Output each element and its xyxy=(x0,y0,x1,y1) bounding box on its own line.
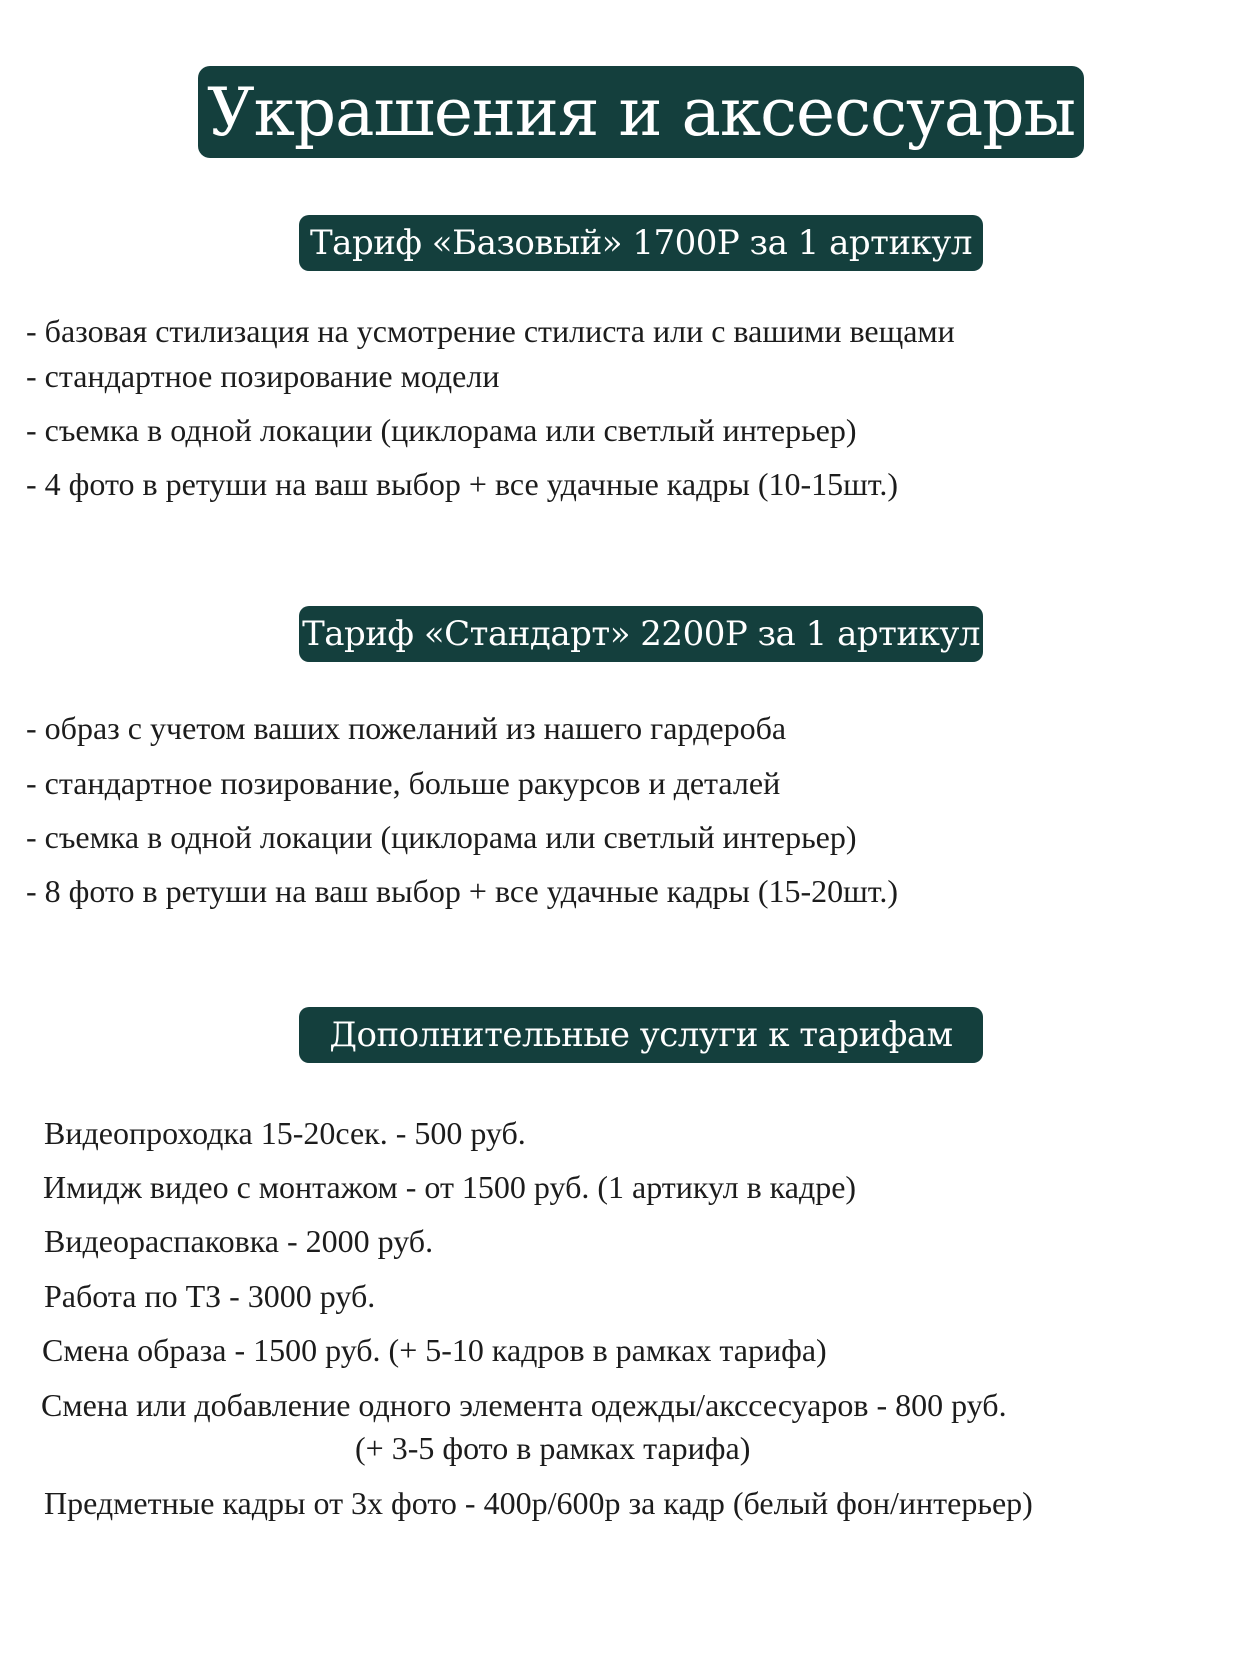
list-item: - образ с учетом ваших пожеланий из нашего гардероба xyxy=(26,710,787,746)
tariff-standard-header: Тариф «Стандарт» 2200Р за 1 артикул xyxy=(299,606,983,662)
list-item: Предметные кадры от 3х фото - 400р/600р за кадр (белый фон/интерьер) xyxy=(44,1485,1033,1521)
list-item: - стандартное позирование, больше ракурсов и деталей xyxy=(26,765,781,801)
tariff-basic-header: Тариф «Базовый» 1700Р за 1 артикул xyxy=(299,215,983,271)
list-item: - базовая стилизация на усмотрение стилиста или с вашими вещами xyxy=(26,313,955,349)
list-item: Работа по ТЗ - 3000 руб. xyxy=(44,1278,376,1314)
list-item-note: (+ 3-5 фото в рамках тарифа) xyxy=(355,1430,751,1466)
list-item: Смена образа - 1500 руб. (+ 5-10 кадров в рамках тарифа) xyxy=(42,1332,827,1368)
list-item: Видеораспаковка - 2000 руб. xyxy=(44,1223,434,1259)
extras-header: Дополнительные услуги к тарифам xyxy=(299,1007,983,1063)
list-item: Видеопроходка 15-20сек. - 500 руб. xyxy=(44,1115,526,1151)
list-item: - 4 фото в ретуши на ваш выбор + все удачные кадры (10-15шт.) xyxy=(26,466,899,502)
page-title: Украшения и аксессуары xyxy=(198,66,1084,158)
list-item: - стандартное позирование модели xyxy=(26,358,500,394)
list-item: Смена или добавление одного элемента одежды/акссесуаров - 800 руб. xyxy=(41,1387,1007,1423)
list-item: - съемка в одной локации (циклорама или светлый интерьер) xyxy=(26,819,857,855)
list-item: - 8 фото в ретуши на ваш выбор + все удачные кадры (15-20шт.) xyxy=(26,873,899,909)
list-item: - съемка в одной локации (циклорама или светлый интерьер) xyxy=(26,412,857,448)
list-item: Имидж видео с монтажом - от 1500 руб. (1 артикул в кадре) xyxy=(43,1169,857,1205)
